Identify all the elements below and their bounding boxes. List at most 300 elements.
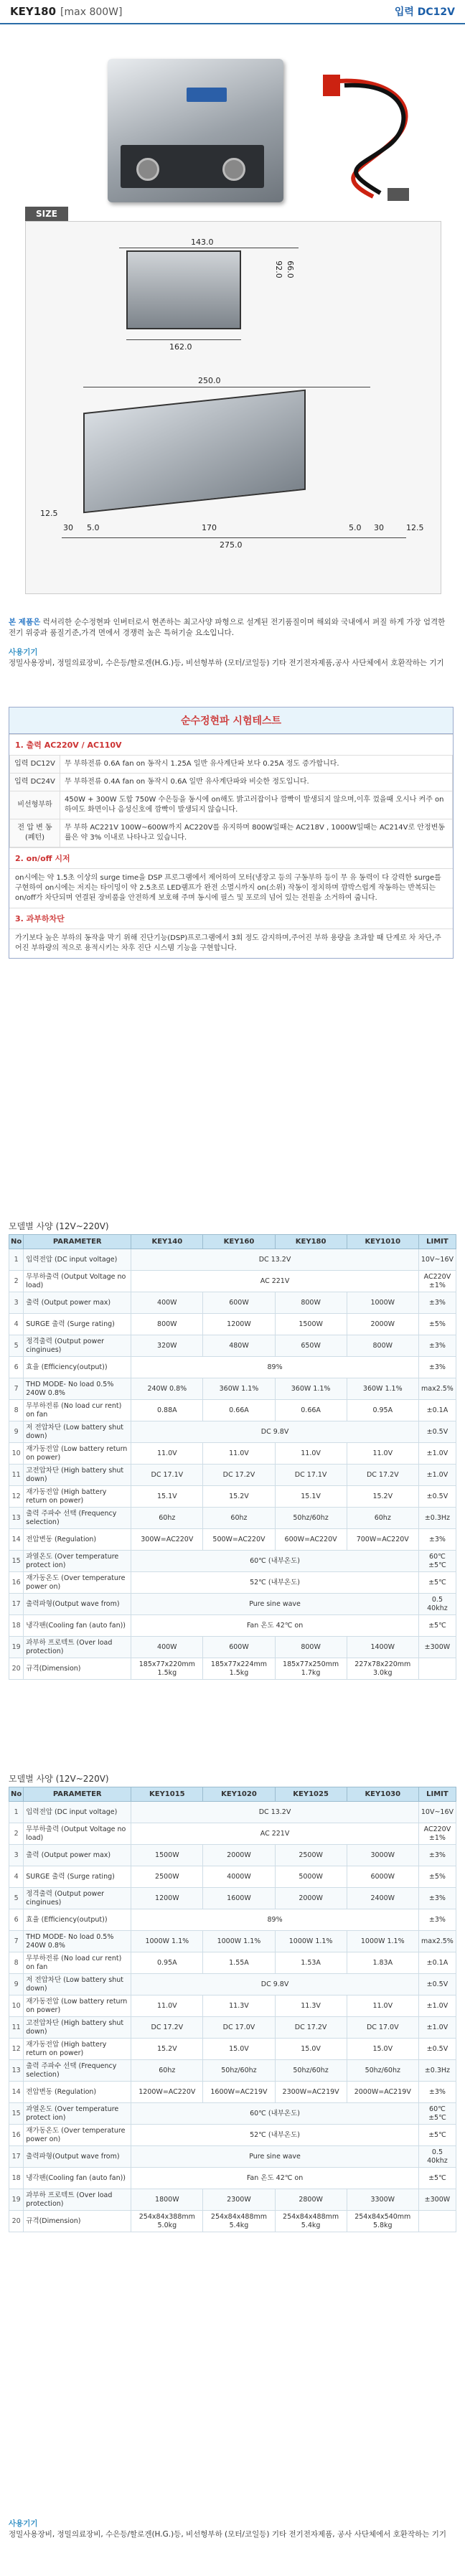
row-number: 11 [9,1465,24,1486]
parameter-cell: 출력 (Output power max) [24,1845,131,1866]
spec-row [9,2189,456,2211]
model-name: KEY180 [10,5,57,18]
row-number: 20 [9,1658,24,1680]
value-cell: 15.1V [131,1486,203,1508]
parameter-cell: 과열온도 (Over temperature protect ion) [24,2103,131,2125]
limit-cell: ±3% [418,1292,456,1314]
limit-cell: ±3% [418,1909,456,1931]
value-cell: DC 13.2V [131,1249,419,1271]
value-cell: 650W [275,1335,347,1357]
value-cell: DC 17.2V [203,1465,275,1486]
value-cell: 2500W [131,1866,203,1888]
test-key: 입력 DC24V [10,774,60,791]
test-para-2: on시에는 약 1.5초 이상의 surge time을 DSP 프로그램에서 제어하여 모터(냉장고 등의 구동부하 등이 무 유 동력이 다 강력한 surge를 구현하여 on시에는 저지는 타이밍이 약 2.5초로 LED램프가 완전 소멸시까지 on(소위) 작동이 정치하며 깜박스럽게 작동하는 반복되는 on/off가 차단되며 연결된 장비품을 안전하게 보호해 주며 동시에 필스 및 포로의 넘어 있는 전원을 소거하여 줍니다. [9,868,453,908]
dim-offset-right: 30 [374,523,384,532]
spec-row [9,1952,456,1974]
value-cell: 400W [131,1292,203,1314]
value-cell: 2000W [275,1888,347,1909]
row-number: 8 [9,1400,24,1421]
row-number: 9 [9,1974,24,1996]
spec-row [9,1888,456,1909]
limit-cell: 0.5 40khz [418,1594,456,1615]
limit-cell: ±1.0V [418,2017,456,2039]
limit-cell: ±1.0V [418,1996,456,2017]
limit-cell: 0.5 40khz [418,2146,456,2168]
spec-header: KEY1025 [275,1787,347,1802]
spec-header: LIMIT [418,1787,456,1802]
limit-cell: ±5% [418,1866,456,1888]
value-cell: 1000W 1.1% [347,1931,418,1952]
test-table-1 [9,755,453,847]
row-number: 18 [9,2168,24,2189]
limit-cell: 10V~16V [418,1249,456,1271]
socket-icon [136,158,159,181]
value-cell: 2300W=AC219V [275,2082,347,2103]
spec-row [9,1802,456,1823]
value-cell: 60hz [131,1508,203,1529]
dim-width-front: 162.0 [169,342,192,352]
spec-header: PARAMETER [24,1235,131,1249]
limit-cell: 10V~16V [418,1802,456,1823]
parameter-cell: 입력전압 (DC input voltage) [24,1249,131,1271]
spec-header: KEY1010 [347,1235,418,1249]
value-cell: 1000W 1.1% [275,1931,347,1952]
parameter-cell: 출력 주파수 선택 (Frequency selection) [24,1508,131,1529]
value-cell: 320W [131,1335,203,1357]
row-number: 1 [9,1249,24,1271]
row-number: 13 [9,2060,24,2082]
row-number: 1 [9,1802,24,1823]
limit-cell: ±5℃ [418,2125,456,2146]
value-cell: 11.0V [131,1443,203,1465]
limit-cell: ±5℃ [418,1615,456,1637]
value-cell: AC 221V [131,1271,419,1292]
value-cell: 360W 1.1% [275,1378,347,1400]
spec-table-2 [9,1787,456,2232]
parameter-cell: 무부하전류 (No load cur rent) on fan [24,1952,131,1974]
dim-offset-left: 30 [63,523,73,532]
dim-gap-left: 5.0 [87,523,100,532]
spec-row [9,2125,456,2146]
row-number: 16 [9,2125,24,2146]
test-title: 순수정현파 시험테스트 [9,708,453,734]
spec-row [9,1378,456,1400]
value-cell: 15.2V [203,1486,275,1508]
row-number: 19 [9,2189,24,2211]
model-capacity: [max 800W] [60,6,123,18]
limit-cell: ±3% [418,1529,456,1551]
spec-row [9,1909,456,1931]
value-cell: DC 17.0V [347,2017,418,2039]
row-number: 18 [9,1615,24,1637]
value-cell: 3300W [347,2189,418,2211]
value-cell: Fan 온도 42℃ on [131,2168,419,2189]
limit-cell: AC220V ±1% [418,1271,456,1292]
parameter-cell: 재가동전압 (High battery return on power) [24,1486,131,1508]
spec-row [9,1866,456,1888]
value-cell: 2800W [275,2189,347,2211]
use-text: 정밀사용장비, 정밀의료장비, 수은등/할로겐(H.G.)등, 비선형부하 (모터/코일등) 기타 전기전자제품,공사 사단체에서 호환작하는 기기 [9,659,444,667]
parameter-cell: SURGE 출력 (Surge rating) [24,1866,131,1888]
test-key: 비선형부하 [10,791,60,819]
limit-cell [418,2211,456,2232]
footer-use-heading: 사용기기 [9,2519,38,2528]
parameter-cell: 과부하 프로텍트 (Over load protection) [24,2189,131,2211]
test-value: 450W + 300W 도합 750W 수은등을 동시에 on해도 밝고러잡이나 깜빡이 발생되지 않으며,이후 껐을때 오시나 켜주 on하여도 화면이나 음성신호에 깜빡이 발생되지 않습니다. [60,791,453,819]
value-cell: 15.2V [347,1486,418,1508]
row-number: 5 [9,1888,24,1909]
row-number: 15 [9,2103,24,2125]
side-view [83,390,306,514]
row-number: 17 [9,1594,24,1615]
value-cell: 50hz/60hz [275,2060,347,2082]
parameter-cell: 정격출력 (Output power cinginues) [24,1335,131,1357]
value-cell: 2000W=AC219V [347,2082,418,2103]
spec-row [9,1594,456,1615]
value-cell: 2000W [347,1314,418,1335]
value-cell: 15.0V [275,2039,347,2060]
value-cell: 1000W 1.1% [203,1931,275,1952]
limit-cell: ±0.5V [418,1974,456,1996]
spec-header: KEY180 [275,1235,347,1249]
parameter-cell: 출력파형(Output wave from) [24,2146,131,2168]
value-cell: 185x77x250mm 1.7kg [275,1658,347,1680]
value-cell: 89% [131,1909,419,1931]
spec-row [9,1658,456,1680]
spec-row [9,2060,456,2082]
row-number: 14 [9,1529,24,1551]
value-cell: 254x84x488mm 5.4kg [203,2211,275,2232]
row-number: 2 [9,1271,24,1292]
parameter-cell: 저 전압차단 (Low battery shut down) [24,1421,131,1443]
value-cell: 1.55A [203,1952,275,1974]
parameter-cell: 저 전압차단 (Low battery shut down) [24,1974,131,1996]
row-number: 4 [9,1314,24,1335]
test-section-3: 3. 과부하차단 [9,908,453,929]
limit-cell: ±300W [418,2189,456,2211]
value-cell: 89% [131,1357,419,1378]
value-cell: 11.0V [347,1996,418,2017]
limit-cell: ±0.5V [418,2039,456,2060]
value-cell: 2300W [203,2189,275,2211]
dim-total-length: 275.0 [220,540,243,550]
row-number: 2 [9,1823,24,1845]
product-photo [0,24,465,215]
limit-cell: ±5℃ [418,2168,456,2189]
value-cell: 400W [131,1637,203,1658]
spec-row [9,2146,456,2168]
spec-row [9,1400,456,1421]
value-cell: 240W 0.8% [131,1378,203,1400]
limit-cell: ±3% [418,1845,456,1866]
row-number: 3 [9,1292,24,1314]
spec-header: LIMIT [418,1235,456,1249]
limit-cell: ±1.0V [418,1443,456,1465]
row-number: 19 [9,1637,24,1658]
limit-cell: 60℃ ±5℃ [418,1551,456,1572]
value-cell: 60hz [203,1508,275,1529]
spec-row [9,1572,456,1594]
spec-header: KEY1020 [203,1787,275,1802]
value-cell: 52℃ (내부온도) [131,1572,419,1594]
dim-foot-left: 12.5 [40,509,58,518]
value-cell: 6000W [347,1866,418,1888]
value-cell: 3000W [347,1845,418,1866]
limit-cell: ±3% [418,1357,456,1378]
value-cell: DC 9.8V [131,1974,419,1996]
value-cell: Pure sine wave [131,2146,419,2168]
value-cell: 60℃ (내부온도) [131,2103,419,2125]
spec2-title: 모델별 사양 (12V~220V) [9,1774,109,1784]
parameter-cell: 고전압차단 (High battery shut down) [24,1465,131,1486]
dim-width-top: 143.0 [191,238,214,247]
row-number: 8 [9,1952,24,1974]
spec-row [9,1357,456,1378]
size-label: SIZE [25,207,68,221]
model-title [10,5,123,18]
parameter-cell: 출력 주파수 선택 (Frequency selection) [24,2060,131,2082]
value-cell: 1.83A [347,1952,418,1974]
value-cell: 500W=AC220V [203,1529,275,1551]
limit-cell: ±300W [418,1637,456,1658]
value-cell: 185x77x220mm 1.5kg [131,1658,203,1680]
value-cell: 60hz [347,1508,418,1529]
value-cell: 600W [203,1292,275,1314]
test-key: 입력 DC12V [10,756,60,774]
value-cell: 0.95A [131,1952,203,1974]
test-value: 무 부하전류 0.4A fan on 동작시 0.6A 일반 유사계단파와 비슷한 정도입니다. [60,774,453,791]
value-cell: 50hz/60hz [347,2060,418,2082]
footer-text [9,2519,454,2540]
parameter-cell: 재가동전압 (High battery return on power) [24,2039,131,2060]
spec-header: KEY1030 [347,1787,418,1802]
inverter-image [108,59,283,202]
value-cell: 15.0V [203,2039,275,2060]
spec-row [9,2211,456,2232]
parameter-cell: 효율 (Efficiency(output)) [24,1357,131,1378]
parameter-cell: 무부하전류 (No load cur rent) on fan [24,1400,131,1421]
spec-row [9,1637,456,1658]
value-cell: 1200W [131,1888,203,1909]
value-cell: AC 221V [131,1823,419,1845]
row-number: 3 [9,1845,24,1866]
spec-row [9,1996,456,2017]
row-number: 17 [9,2146,24,2168]
row-number: 7 [9,1931,24,1952]
parameter-cell: 규격(Dimension) [24,2211,131,2232]
value-cell: Fan 온도 42℃ on [131,1615,419,1637]
spec-row [9,1486,456,1508]
cable-image [309,67,438,204]
value-cell: 254x84x388mm 5.0kg [131,2211,203,2232]
parameter-cell: 출력파형(Output wave from) [24,1594,131,1615]
row-number: 7 [9,1378,24,1400]
value-cell: DC 17.1V [275,1465,347,1486]
value-cell: 254x84x488mm 5.4kg [275,2211,347,2232]
spec-row [9,1974,456,1996]
value-cell: DC 17.2V [131,2017,203,2039]
value-cell: 480W [203,1335,275,1357]
value-cell: 600W [203,1637,275,1658]
value-cell: 700W=AC220V [347,1529,418,1551]
value-cell: 185x77x224mm 1.5kg [203,1658,275,1680]
parameter-cell: 전압변동 (Regulation) [24,1529,131,1551]
dim-length-top: 250.0 [198,376,221,385]
spec-row [9,1421,456,1443]
value-cell: 2000W [203,1845,275,1866]
parameter-cell: 출력 (Output power max) [24,1292,131,1314]
value-cell: DC 17.1V [131,1465,203,1486]
parameter-cell: 재가동온도 (Over temperature power on) [24,2125,131,2146]
test-value: 무 부하전류 0.6A fan on 동작시 1.25A 일반 유사계단파 보다 0.25A 정도 증가합니다. [60,756,453,774]
limit-cell: ±5℃ [418,1572,456,1594]
value-cell: DC 13.2V [131,1802,419,1823]
spec-row [9,2039,456,2060]
spec-row [9,1314,456,1335]
value-cell: 1.53A [275,1952,347,1974]
parameter-cell: SURGE 출력 (Surge rating) [24,1314,131,1335]
row-number: 15 [9,1551,24,1572]
row-number: 14 [9,2082,24,2103]
spec-row [9,1335,456,1357]
row-number: 4 [9,1866,24,1888]
value-cell: 1800W [131,2189,203,2211]
value-cell: 11.0V [203,1443,275,1465]
spec-row [9,1508,456,1529]
value-cell: 60hz [131,2060,203,2082]
intro-text [9,617,454,669]
size-diagram [25,221,441,594]
limit-cell: ±3% [418,2082,456,2103]
dim-gap-right: 5.0 [349,523,362,532]
test-section-1: 1. 출력 AC220V / AC110V [9,734,453,755]
value-cell: 15.1V [275,1486,347,1508]
value-cell: 15.2V [131,2039,203,2060]
test-box [9,707,454,959]
socket-icon [222,158,245,181]
spec-row [9,1529,456,1551]
value-cell: 11.0V [131,1996,203,2017]
value-cell: 2400W [347,1888,418,1909]
spec-row [9,2103,456,2125]
value-cell: 300W=AC220V [131,1529,203,1551]
value-cell: Pure sine wave [131,1594,419,1615]
parameter-cell: 입력전압 (DC input voltage) [24,1802,131,1823]
front-view [126,250,241,329]
value-cell: 800W [347,1335,418,1357]
value-cell: 0.95A [347,1400,418,1421]
spec-table-1 [9,1234,456,1680]
spec-row [9,1551,456,1572]
limit-cell: ±1.0V [418,1465,456,1486]
parameter-cell: 규격(Dimension) [24,1658,131,1680]
row-number: 6 [9,1909,24,1931]
limit-cell: 60℃ ±5℃ [418,2103,456,2125]
parameter-cell: THD MODE- No load 0.5% 240W 0.8% [24,1378,131,1400]
parameter-cell: 재가동온도 (Over temperature power on) [24,1572,131,1594]
row-number: 5 [9,1335,24,1357]
value-cell: 11.3V [275,1996,347,2017]
intro-lead: 본 제품은 [9,618,41,626]
test-key: 전 압 변 동 (폐턴) [10,819,60,847]
limit-cell: ±0.5V [418,1421,456,1443]
value-cell: 1000W [347,1292,418,1314]
spec-row [9,2168,456,2189]
value-cell: 1000W 1.1% [131,1931,203,1952]
row-number: 11 [9,2017,24,2039]
value-cell: 4000W [203,1866,275,1888]
row-number: 16 [9,1572,24,1594]
intro-body: 럭셔리한 순수정현파 인버터로서 현존하는 최고사양 파형으로 설계된 전기품질이며 해외와 국내에서 퍼질 하게 가장 엄격한 전기 위중과 품질기준,가격 면에서 경쟁력 높은 특허기술 요소입니다. [9,618,446,637]
parameter-cell: 냉각팬(Cooling fan (auto fan)) [24,1615,131,1637]
limit-cell: ±3% [418,1335,456,1357]
parameter-cell: 과부하 프로텍트 (Over load protection) [24,1637,131,1658]
spec-header: KEY1015 [131,1787,203,1802]
value-cell: 60℃ (내부온도) [131,1551,419,1572]
limit-cell: ±0.1A [418,1400,456,1421]
value-cell: 0.88A [131,1400,203,1421]
value-cell: 1400W [347,1637,418,1658]
value-cell: 11.3V [203,1996,275,2017]
input-voltage-label: 입력 DC12V [394,6,455,18]
value-cell: 800W [131,1314,203,1335]
parameter-cell: 재가동전압 (Low battery return on power) [24,1996,131,2017]
value-cell: 800W [275,1637,347,1658]
spec-row [9,1443,456,1465]
spec-header: KEY160 [203,1235,275,1249]
limit-cell: ±0.3Hz [418,1508,456,1529]
parameter-cell: 냉각팬(Cooling fan (auto fan)) [24,2168,131,2189]
value-cell: 254x84x540mm 5.8kg [347,2211,418,2232]
value-cell: 1500W [131,1845,203,1866]
spec-row [9,1465,456,1486]
dim-mount: 170 [202,523,217,532]
value-cell: 11.0V [347,1443,418,1465]
value-cell: 360W 1.1% [347,1378,418,1400]
parameter-cell: 재가동전압 (Low battery return on power) [24,1443,131,1465]
limit-cell: AC220V ±1% [418,1823,456,1845]
dim-height-1: 92.0 [273,260,283,278]
parameter-cell: THD MODE- No load 0.5% 240W 0.8% [24,1931,131,1952]
limit-cell [418,1658,456,1680]
parameter-cell: 무부하출력 (Output Voltage no load) [24,1823,131,1845]
parameter-cell: 무부하출력 (Output Voltage no load) [24,1271,131,1292]
row-number: 9 [9,1421,24,1443]
spec-row [9,1845,456,1866]
spec-header: No [9,1235,24,1249]
spec-row [9,1931,456,1952]
value-cell: 15.0V [347,2039,418,2060]
spec-row [9,2017,456,2039]
header-bar [0,0,465,24]
spec-row [9,1292,456,1314]
value-cell: 0.66A [203,1400,275,1421]
value-cell: 52℃ (내부온도) [131,2125,419,2146]
limit-cell: ±0.5V [418,1486,456,1508]
test-para-3: 가기보다 높은 부하의 동작을 막기 위해 진단기능(DSP)프로그램에서 3회 정도 감지하며,주어진 부하 용량을 초과할 때 단계로 차 차단,주어진 부하량의 적으로 용적시키는 차후 진단 시스템 기능을 구현합니다. [9,929,453,958]
value-cell: DC 9.8V [131,1421,419,1443]
value-cell: 1200W=AC220V [131,2082,203,2103]
value-cell: DC 17.0V [203,2017,275,2039]
row-number: 10 [9,1443,24,1465]
spec-row [9,2082,456,2103]
value-cell: 1200W [203,1314,275,1335]
value-cell: 360W 1.1% [203,1378,275,1400]
parameter-cell: 정격출력 (Output power cinginues) [24,1888,131,1909]
limit-cell: ±3% [418,1888,456,1909]
value-cell: 800W [275,1292,347,1314]
limit-cell: ±0.1A [418,1952,456,1974]
